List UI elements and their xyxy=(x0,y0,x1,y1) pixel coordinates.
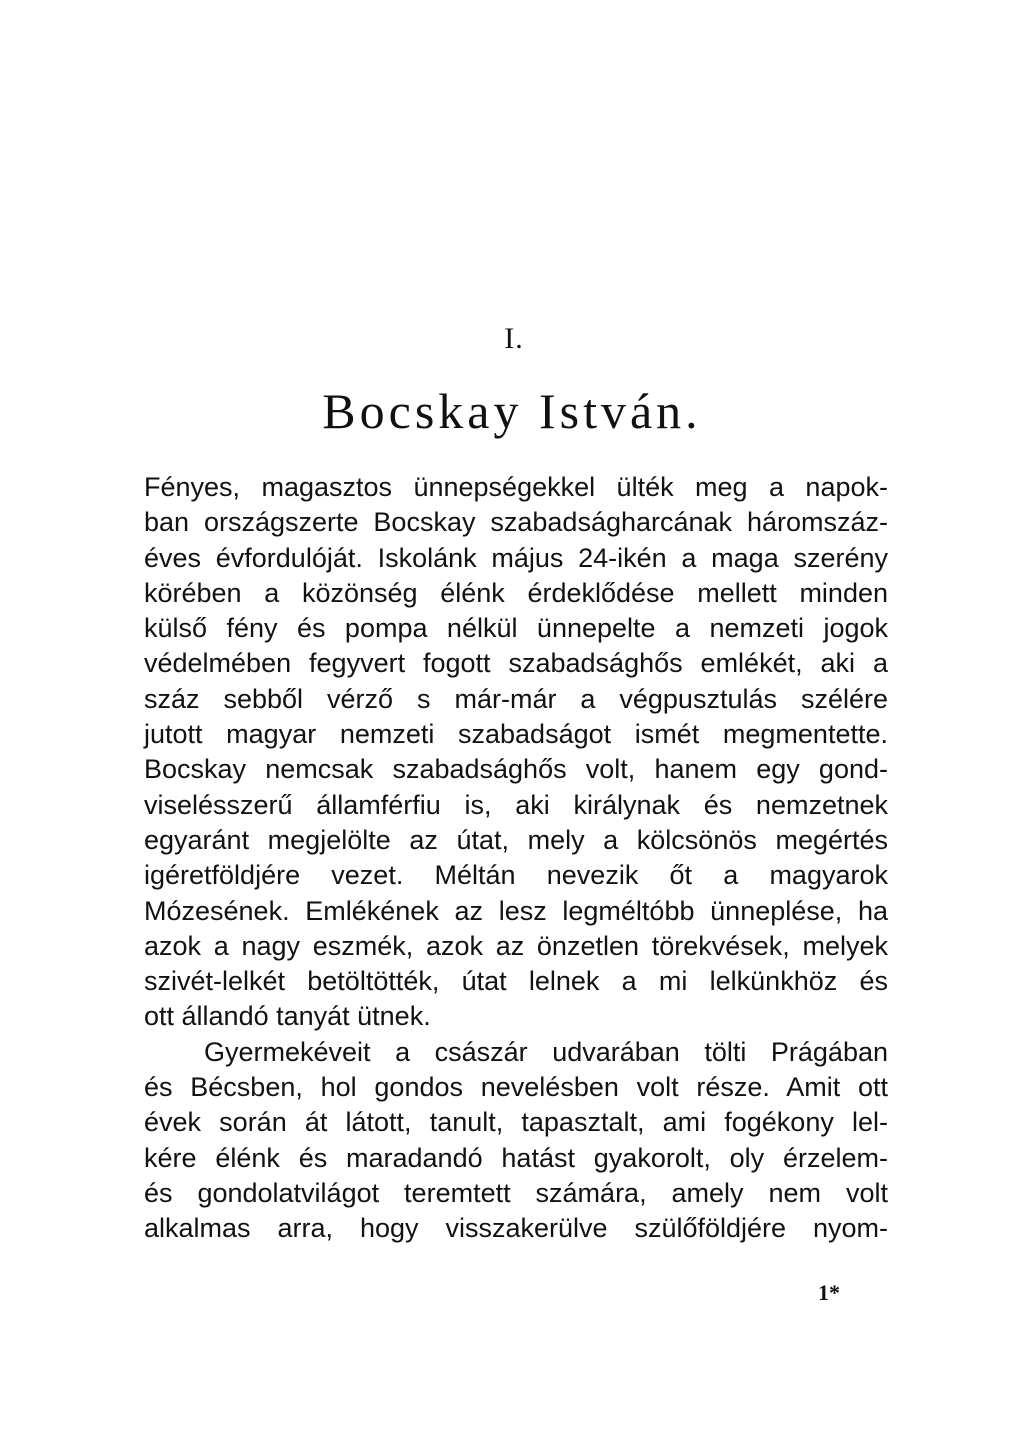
text-line: és gondolatvilágot teremtett számára, amely nem volt xyxy=(144,1177,888,1208)
text-line: viselésszerű államférfiu is, aki királynak és nemzetnek xyxy=(144,789,888,820)
text-line: védelmében fegyvert fogott szabadsághős emlékét, aki a xyxy=(144,648,888,679)
text-line: Fényes, magasztos ünnepségekkel ülték meg a napok- xyxy=(144,472,888,502)
text-line: ott állandó tanyát ütnek. xyxy=(144,1001,431,1032)
text-line: szivét-lelkét betöltötték, útat lelnek a mi lelkünkhöz és xyxy=(144,966,888,997)
text-line: száz sebből vérző s már-már a végpusztulás szélére xyxy=(144,683,888,714)
text-line: körében a közönség élénk érdeklődése mellett minden xyxy=(144,577,888,608)
chapter-title: Bocskay István. xyxy=(322,383,702,439)
chapter-number: I. xyxy=(504,322,524,355)
text-line: évek során át látott, tanult, tapasztalt, ami fogékony lel- xyxy=(144,1107,888,1138)
text-line: igéretföldjére vezet. Méltán nevezik őt a magyarok xyxy=(144,860,888,891)
paragraph xyxy=(144,470,888,1035)
text-line: egyaránt megjelölte az útat, mely a kölcsönös megértés xyxy=(144,824,888,855)
text-line: Mózesének. Emlékének az lesz legméltóbb ünneplése, ha xyxy=(144,895,888,926)
signature-mark: 1* xyxy=(818,1280,840,1305)
text-line: és Bécsben, hol gondos nevelésben volt része. Amit ott xyxy=(144,1072,888,1103)
text-line: jutott magyar nemzeti szabadságot ismét megmentette. xyxy=(144,719,888,750)
text-line: kére élénk és maradandó hatást gyakorolt, oly érzelem- xyxy=(144,1142,888,1173)
text-line: külső fény és pompa nélkül ünnepelte a nemzeti jogok xyxy=(144,613,888,644)
text-line: ban országszerte Bocskay szabadságharcának háromszáz- xyxy=(144,507,888,538)
text-line: éves évfordulóját. Iskolánk május 24-ikén a maga szerény xyxy=(144,542,888,573)
body-text xyxy=(144,470,888,1247)
paragraph xyxy=(144,1035,888,1247)
text-line: Gyermekéveit a császár udvarában tölti Prágában xyxy=(204,1036,888,1067)
text-line: alkalmas arra, hogy visszakerülve szülőföldjére nyom- xyxy=(144,1213,888,1244)
text-line: azok a nagy eszmék, azok az önzetlen törekvések, melyek xyxy=(144,930,888,961)
text-line: Bocskay nemcsak szabadsághős volt, hanem egy gond- xyxy=(144,754,888,785)
